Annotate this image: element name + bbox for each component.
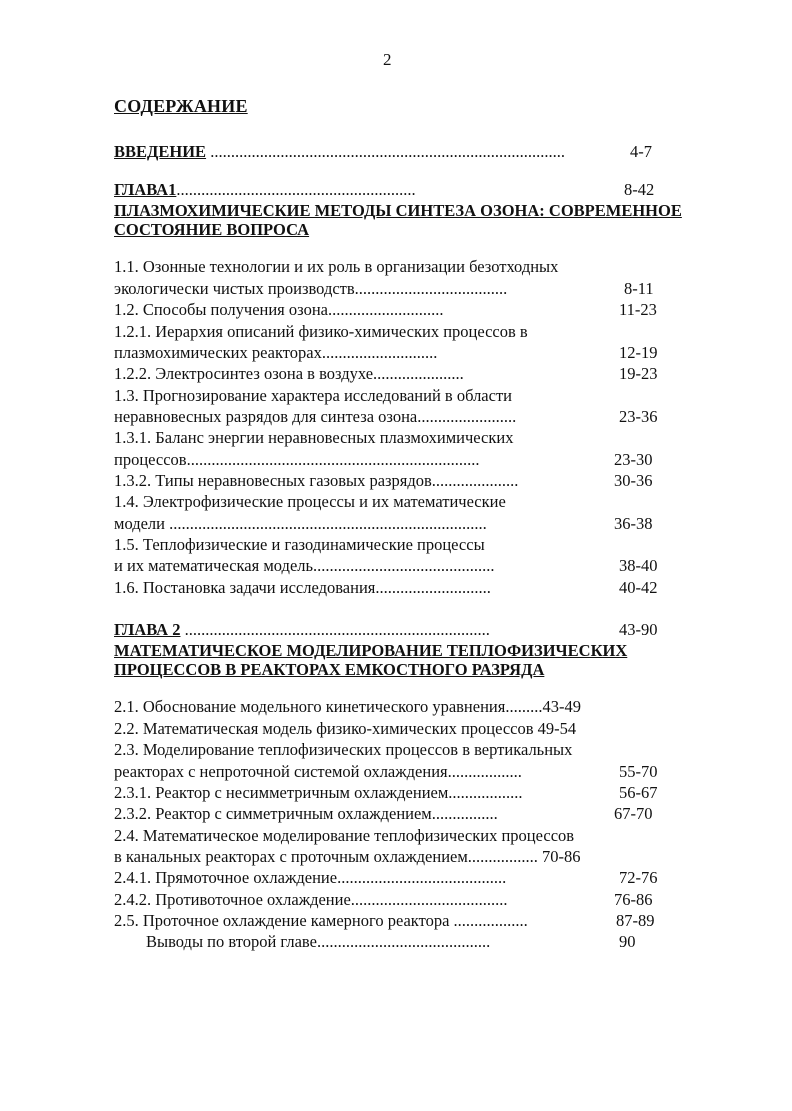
toc-page: 90 — [619, 932, 636, 951]
toc-line: 1.1. Озонные технологии и их роль в организации безотходных — [114, 257, 559, 276]
toc-line: в канальных реакторах с проточным охлаждением................. 70-86 — [114, 847, 581, 866]
toc-line: модели ............................................................................. — [114, 514, 487, 533]
toc-line: 2.4.1. Прямоточное охлаждение......................................... — [114, 868, 507, 887]
chapter2-title-line2: ПРОЦЕССОВ В РЕАКТОРАХ ЕМКОСТНОГО РАЗРЯДА — [114, 660, 545, 679]
toc-line: плазмохимических реакторах............................ — [114, 343, 438, 362]
toc-line: реакторах с непроточной системой охлаждения.................. — [114, 762, 522, 781]
toc-line: 2.1. Обоснование модельного кинетического уравнения.........43-49 — [114, 697, 581, 716]
toc-line: 2.4.2. Противоточное охлаждение...................................... — [114, 890, 508, 909]
toc-page: 72-76 — [619, 868, 658, 887]
toc-page: 40-42 — [619, 578, 658, 597]
toc-line: процессов....................................................................... — [114, 450, 480, 469]
toc-page: 11-23 — [619, 300, 657, 319]
toc-page: 55-70 — [619, 762, 658, 781]
toc-line: 1.2. Способы получения озона............................ — [114, 300, 444, 319]
toc-line: 1.6. Постановка задачи исследования............................ — [114, 578, 491, 597]
toc-page: 19-23 — [619, 364, 658, 383]
toc-line: экологически чистых производств..................................... — [114, 279, 508, 298]
toc-page: 8-11 — [624, 279, 654, 298]
toc-page-intro: 4-7 — [630, 142, 652, 161]
toc-page-chapter2: 43-90 — [619, 620, 658, 639]
toc-page: 36-38 — [614, 514, 653, 533]
toc-line: 1.5. Теплофизические и газодинамические процессы — [114, 535, 485, 554]
page-number: 2 — [383, 50, 392, 69]
toc-page: 56-67 — [619, 783, 658, 802]
chapter2-title-line1: МАТЕМАТИЧЕСКОЕ МОДЕЛИРОВАНИЕ ТЕПЛОФИЗИЧЕСКИХ — [114, 641, 628, 660]
toc-line: Выводы по второй главе.......................................... — [146, 932, 491, 951]
toc-line: 1.2.2. Электросинтез озона в воздухе...................... — [114, 364, 464, 383]
toc-line: неравновесных разрядов для синтеза озона........................ — [114, 407, 517, 426]
toc-page: 23-30 — [614, 450, 653, 469]
toc-page: 76-86 — [614, 890, 653, 909]
toc-line: и их математическая модель............................................ — [114, 556, 495, 575]
toc-line: 2.3.1. Реактор с несимметричным охлаждением.................. — [114, 783, 523, 802]
toc-page: 30-36 — [614, 471, 653, 490]
chapter1-title-line1: ПЛАЗМОХИМИЧЕСКИЕ МЕТОДЫ СИНТЕЗА ОЗОНА: СОВРЕМЕННОЕ — [114, 201, 682, 220]
chapter1-title-line2: СОСТОЯНИЕ ВОПРОСА — [114, 220, 310, 239]
toc-page: 38-40 — [619, 556, 658, 575]
toc-page: 67-70 — [614, 804, 653, 823]
toc-line: 1.2.1. Иерархия описаний физико-химических процессов в — [114, 322, 528, 341]
toc-page: 87-89 — [616, 911, 655, 930]
page-title: СОДЕРЖАНИЕ — [114, 96, 248, 116]
toc-line: 2.2. Математическая модель физико-химических процессов 49-54 — [114, 719, 577, 738]
toc-line: 2.3.2. Реактор с симметричным охлаждением................ — [114, 804, 498, 823]
toc-line: 1.3.1. Баланс энергии неравновесных плазмохимических — [114, 428, 514, 447]
toc-entry-intro: ВВЕДЕНИЕ ...................................................................................... — [114, 142, 565, 161]
toc-line: 1.3. Прогнозирование характера исследований в области — [114, 386, 512, 405]
toc-line: 1.3.2. Типы неравновесных газовых разрядов..................... — [114, 471, 519, 490]
toc-line: 2.4. Математическое моделирование теплофизических процессов — [114, 826, 575, 845]
toc-page: 12-19 — [619, 343, 658, 362]
toc-line: 2.5. Проточное охлаждение камерного реактора .................. — [114, 911, 528, 930]
toc-page-chapter1: 8-42 — [624, 180, 655, 199]
toc-chapter2-label: ГЛАВА 2 .......................................................................... — [114, 620, 490, 639]
toc-page: 23-36 — [619, 407, 658, 426]
toc-chapter1-label: ГЛАВА1.......................................................... — [114, 180, 416, 199]
toc-line: 1.4. Электрофизические процессы и их математические — [114, 492, 506, 511]
toc-line: 2.3. Моделирование теплофизических процессов в вертикальных — [114, 740, 573, 759]
